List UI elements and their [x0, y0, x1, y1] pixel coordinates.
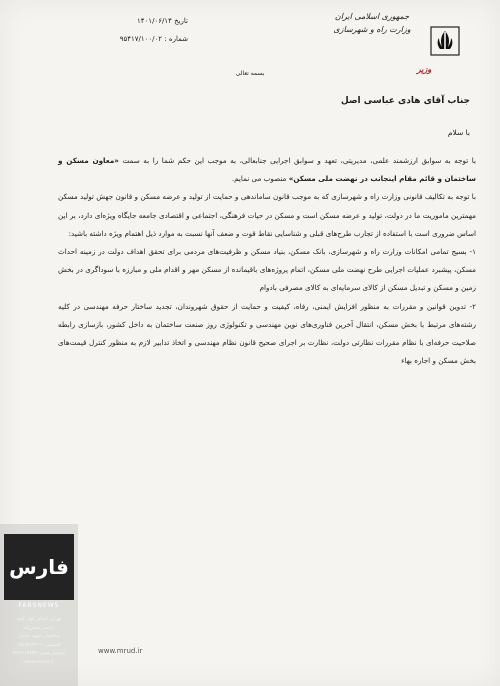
date-value: ۱۴۰۱/۰۶/۱۴	[137, 17, 172, 25]
address-line: ساختمان شهید دادمان	[17, 634, 61, 639]
org-line2: وزارت راه و شهرسازی	[333, 25, 411, 34]
org-line1: جمهوری اسلامی ایران	[334, 12, 410, 21]
duty-item-2: ۲- تدوین قوانین و مقررات به منظور افزایش ایمنی، رفاه، کیفیت و حمایت از حقوق شهروندان، تجدید ساختار حرفه مهندسی در کلیه رشته‌های مرتبط با بخش مسکن، انتقال آخرین فناوری‌های نوین مهندسی و تکنولوژی روز صنعت ساختمان به داخل کشور، بازسازی رابطه صلاحیت حرفه‌ای با نظام مقررات نظارتی دولت، نظارت بر اجرای صحیح قانون نظام مهندسی و اتخاذ تدابیر لازم به منظور کنترل قیمت‌های بخش مسکن و اجاره بهاء	[58, 301, 476, 366]
number-label: شماره :	[164, 35, 188, 43]
letter-body	[58, 152, 476, 370]
paragraph-appointment	[58, 152, 476, 188]
appointment-title: «معاون مسکن و ساختمان و قائم مقام اینجانب در نهضت ملی مسکن»	[58, 156, 476, 184]
address-line: اراضی عباس‌آباد	[23, 625, 55, 631]
farsnews-watermark	[0, 524, 78, 686]
basmala: بسمه تعالی	[235, 70, 265, 77]
salutation: با سلام	[447, 128, 470, 137]
date-row	[88, 12, 188, 30]
address-line: کدپستی: ۱۵۱۹۷۱۳۱۱۱	[17, 642, 61, 648]
appointment-text-end: منصوب می نمایم.	[231, 174, 289, 184]
ministry-address	[2, 616, 76, 667]
address-line: www.mrud.ir	[24, 659, 54, 665]
paragraph-duties: با توجه به تکالیف قانونی وزارت راه و شهرسازی که به موجب قانون ساماندهی و حمایت از تولید و عرضه مسکن و قانون جهش تولید مسکن مهمترین ماموریت ما در دولت، تولید و عرضه مسکن است و مسکن در حیات فرهنگی، اجتماعی و اقتصادی جامعه جایگاه ویژه‌ای دارد، بر این اساس ضروری است با استفاده از تجارب طرح‌های قبلی و شناسایی نقاط قوت و ضعف آنها نسبت به موارد ذیل اهتمام ویژه داشته باشید:	[58, 192, 476, 238]
website-url: www.mrud.ir	[98, 647, 143, 655]
duty-item-1: ۱- بسیج تمامی امکانات وزارت راه و شهرسازی، بانک مسکن، بنیاد مسکن و ظرفیت‌های مردمی برای تحقق اهداف دولت در زمینه احداث مسکن، پیشبرد عملیات اجرایی طرح نهضت ملی مسکن، اتمام پروژه‌های باقیمانده از مسکن مهر و اقدام ملی و مبارزه با سوداگری در بخش زمین و مسکن و تبدیل مسکن از کالای سرمایه‌ای به کالای مصرفی بادوام	[58, 247, 476, 293]
number-value: ۹۵۴۱۷/۱۰۰/۰۲	[119, 35, 163, 43]
date-label: تاریخ	[174, 17, 188, 25]
number-row	[88, 30, 188, 48]
letter-meta	[88, 12, 188, 48]
address-line: تهران، ابتدای بلوار کاوه	[16, 617, 62, 622]
addressee: جناب آقای هادی عباسی اصل	[340, 96, 470, 106]
ministry-header	[318, 10, 426, 36]
iran-emblem-icon	[430, 26, 460, 56]
farsnews-logo-latin: FARSNEWS	[18, 602, 60, 609]
address-line: صندوق پستی: ۱۵۸۷۵-۴۵۶۸	[12, 651, 66, 656]
appointment-text-start: با توجه به سوابق ارزشمند علمی، مدیریتی، تعهد و سوابق اجرایی جنابعالی، به موجب این حکم شما را به سمت	[118, 156, 476, 165]
minister-title: وزیر	[416, 64, 432, 74]
farsnews-logo: فارس	[4, 534, 74, 600]
